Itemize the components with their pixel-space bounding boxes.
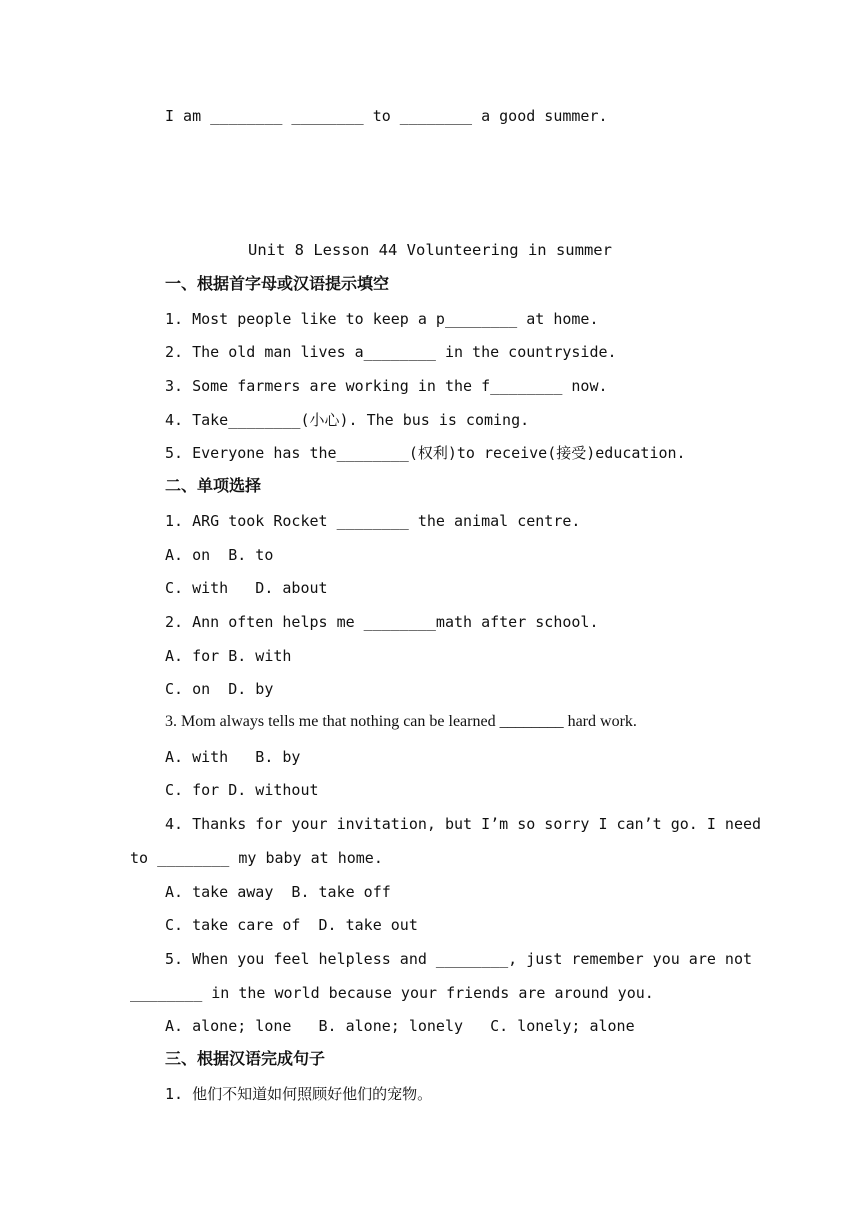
question-1-options-cd: C. with D. about <box>165 579 328 597</box>
question-3-options-cd: C. for D. without <box>165 781 319 799</box>
lesson-title: Unit 8 Lesson 44 Volunteering in summer <box>248 241 612 259</box>
question-5-options: A. alone; lone B. alone; lonely C. lonely; alone <box>165 1017 635 1035</box>
question-4-options-ab: A. take away B. take off <box>165 883 391 901</box>
question-2-stem: 2. Ann often helps me ________math after school. <box>165 613 599 631</box>
question-2-options-cd: C. on D. by <box>165 680 274 698</box>
question-1-options-ab: A. on B. to <box>165 546 274 564</box>
section-1-item-2: 2. The old man lives a________ in the countryside. <box>165 343 617 361</box>
fill-in-sentence: I am ________ ________ to ________ a good summer. <box>165 107 608 125</box>
section-1-item-3: 3. Some farmers are working in the f________ now. <box>165 377 608 395</box>
question-5-stem-line-2: ________ in the world because your friends are around you. <box>130 984 654 1002</box>
question-4-stem-line-2: to ________ my baby at home. <box>130 849 383 867</box>
section-1-item-5: 5. Everyone has the________(权利)to receive(接受)education. <box>165 444 686 462</box>
question-4-options-cd: C. take care of D. take out <box>165 916 418 934</box>
section-1-item-4: 4. Take________(小心). The bus is coming. <box>165 411 530 429</box>
question-3-options-ab: A. with B. by <box>165 748 301 766</box>
section-1-heading: 一、根据首字母或汉语提示填空 <box>165 274 390 293</box>
question-2-options-ab: A. for B. with <box>165 647 292 665</box>
question-4-stem-line-1: 4. Thanks for your invitation, but I’m so sorry I can’t go. I need <box>165 815 762 833</box>
question-1-stem: 1. ARG took Rocket ________ the animal centre. <box>165 512 581 530</box>
section-3-item-1: 1. 他们不知道如何照顾好他们的宠物。 <box>165 1085 433 1103</box>
question-5-stem-line-1: 5. When you feel helpless and ________, just remember you are not <box>165 950 752 968</box>
section-2-heading: 二、单项选择 <box>165 476 262 495</box>
section-3-heading: 三、根据汉语完成句子 <box>165 1049 326 1068</box>
section-1-item-1: 1. Most people like to keep a p________ at home. <box>165 310 599 328</box>
question-3-stem: 3. Mom always tells me that nothing can be learned ________ hard work. <box>165 713 637 730</box>
